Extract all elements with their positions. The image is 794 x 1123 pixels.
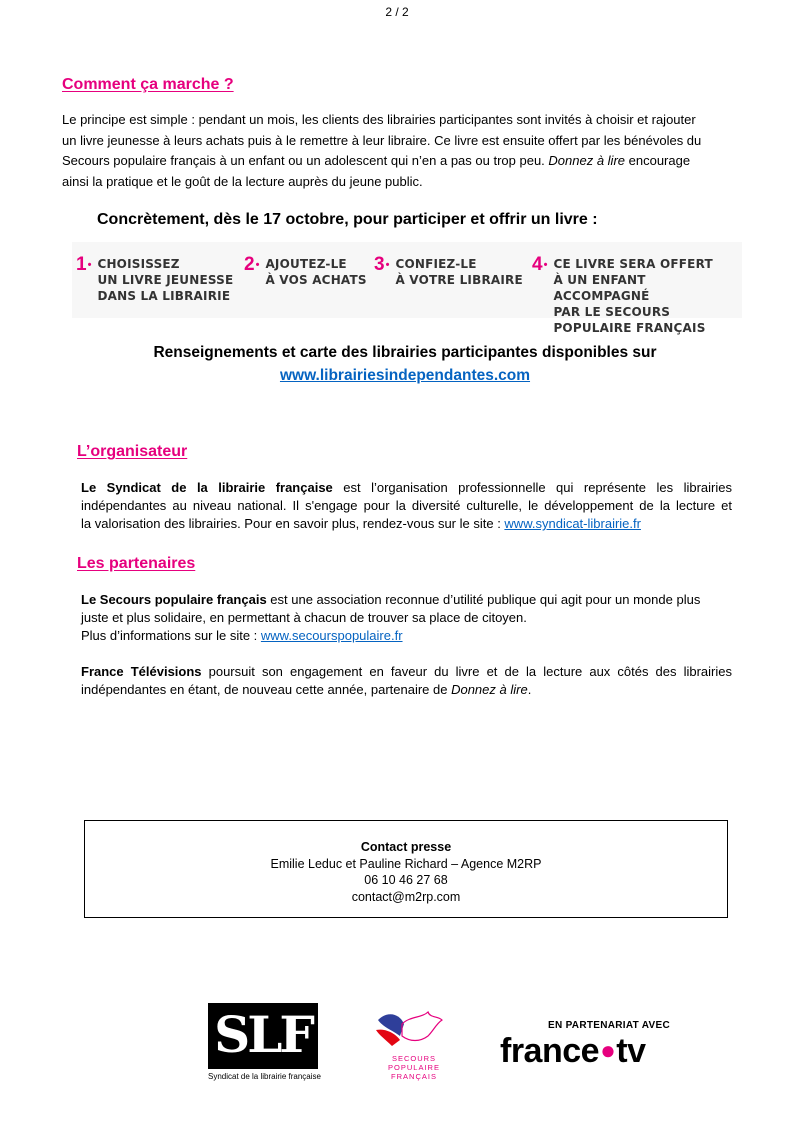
- text-span: poursuit son engagement en faveur du livre et de la lecture aux côtés des librairies: [201, 664, 732, 679]
- france-televisions-paragraph: [81, 663, 732, 699]
- steps-banner: [72, 242, 742, 335]
- step-1: [76, 256, 233, 304]
- text-span: la valorisation des librairies. Pour en savoir plus, rendez-vous sur le site :: [81, 516, 505, 531]
- step-line: POPULAIRE FRANÇAIS: [553, 321, 706, 335]
- organisateur-paragraph: [81, 479, 732, 533]
- step-line: À VOTRE LIBRAIRE: [395, 273, 523, 287]
- contact-phone: 06 10 46 27 68: [364, 873, 448, 887]
- how-it-works-paragraph: [62, 110, 730, 192]
- step-text: [553, 256, 742, 336]
- step-line: CONFIEZ-LE: [395, 257, 477, 271]
- text-span: Secours populaire français à un enfant ou un adolescent qui n’en a pas ou trop peu.: [62, 153, 549, 168]
- ftv-tagline: EN PARTENARIAT AVEC: [548, 1020, 670, 1031]
- emphasis-text: Donnez à lire: [451, 682, 528, 697]
- step-line: À VOS ACHATS: [265, 273, 367, 287]
- slf-logo-block: [208, 1003, 318, 1069]
- step-number: 4 •: [532, 256, 547, 274]
- step-2: [244, 256, 367, 288]
- contact-email[interactable]: contact@m2rp.com: [351, 889, 461, 904]
- text-line: Le principe est simple : pendant un mois, les clients des librairies participantes sont invités à choisir et rajouter: [62, 112, 696, 127]
- contact-presse-box: [84, 820, 728, 918]
- bold-text: Le Syndicat de la librairie française: [81, 480, 333, 495]
- text-line: un livre jeunesse à leurs achats puis à le remettre à leur libraire. Ce livre est ensuite offert par les bénévoles du: [62, 132, 702, 148]
- bold-text: Le Secours populaire français: [81, 592, 267, 607]
- france-tv-logo: [500, 1018, 680, 1074]
- text-line: juste et plus solidaire, en permettant à chacun de trouver sa place de citoyen.: [81, 610, 527, 625]
- step-line: CHOISISSEZ: [97, 257, 180, 271]
- ftv-wordmark-tv: tv: [616, 1032, 646, 1070]
- step-number: 1 •: [76, 256, 91, 274]
- hand-outline-shape: [402, 1012, 442, 1041]
- text-line: [81, 663, 732, 681]
- ftv-dot-icon: ●: [600, 1035, 616, 1065]
- step-3: [374, 256, 523, 288]
- syndicat-librairie-link[interactable]: www.syndicat-librairie.fr: [504, 516, 641, 531]
- info-text: Renseignements et carte des librairies participantes disponibles sur: [153, 344, 657, 361]
- slf-logo-letters: SLF: [214, 1005, 312, 1064]
- text-line: [81, 591, 732, 609]
- step-line: À UN ENFANT ACCOMPAGNÉ: [553, 273, 650, 303]
- secours-populaire-hand-icon: [370, 1006, 458, 1056]
- section-heading-organisateur: L’organisateur: [77, 443, 188, 460]
- ftv-wordmark-france: france: [500, 1032, 600, 1070]
- section-heading-how-it-works: Comment ça marche ?: [62, 76, 234, 93]
- emphasis-text: Donnez à lire: [548, 153, 626, 168]
- slf-logo: [208, 1003, 320, 1083]
- text-span: encourage: [625, 153, 691, 168]
- text-span: .: [527, 682, 532, 697]
- text-line: [81, 515, 732, 533]
- text-span: indépendantes en étant, de nouveau cette année, partenaire de: [81, 682, 452, 697]
- secours-populaire-paragraph: [81, 591, 732, 645]
- step-line: CE LIVRE SERA OFFERT: [553, 257, 713, 271]
- step-line: DANS LA LIBRAIRIE: [97, 289, 231, 303]
- step-number: 2 •: [244, 256, 259, 274]
- text-span: Plus d’informations sur le site :: [81, 628, 261, 643]
- text-line: ainsi la pratique et le goût de la lecture auprès du jeune public.: [62, 173, 423, 189]
- step-text: [395, 256, 522, 288]
- step-line: AJOUTEZ-LE: [265, 257, 347, 271]
- contact-title: Contact presse: [360, 840, 452, 854]
- slf-logo-caption: Syndicat de la librairie française: [208, 1072, 321, 1081]
- secours-populaire-link[interactable]: www.secourspopulaire.fr: [260, 628, 403, 643]
- text-span: est une association reconnue d’utilité publique qui agit pour un monde plus: [266, 592, 701, 607]
- section-heading-partenaires: Les partenaires: [77, 555, 196, 572]
- text-line: [81, 479, 732, 497]
- info-link-row: [0, 364, 794, 388]
- text-line: [62, 151, 730, 172]
- concretement-heading: Concrètement, dès le 17 octobre, pour participer et offrir un livre :: [97, 211, 598, 228]
- page-number: 2 / 2: [385, 5, 409, 19]
- bold-text: France Télévisions: [81, 664, 202, 679]
- step-text: [97, 256, 233, 304]
- librairies-independantes-link[interactable]: www.librairiesindependantes.com: [279, 367, 531, 384]
- step-line: PAR LE SECOURS: [553, 305, 671, 319]
- text-line: [81, 627, 732, 645]
- text-line: [81, 681, 732, 699]
- ftv-wordmark: [500, 1030, 646, 1071]
- contact-names: Emilie Leduc et Pauline Richard – Agence M2RP: [270, 856, 542, 871]
- step-4: [532, 256, 742, 336]
- step-line: UN LIVRE JEUNESSE: [97, 273, 234, 287]
- step-text: [265, 256, 366, 288]
- step-number: 3 •: [374, 256, 389, 274]
- secours-populaire-logo: [370, 1006, 458, 1084]
- secours-populaire-logo-text: SECOURS POPULAIRE FRANÇAIS: [388, 1054, 440, 1081]
- text-line: indépendantes au niveau national. Il s'engage pour la diversité culturelle, le développement de la lecture et: [81, 498, 732, 513]
- text-span: est l’organisation professionnelle qui représente les librairies: [332, 480, 732, 495]
